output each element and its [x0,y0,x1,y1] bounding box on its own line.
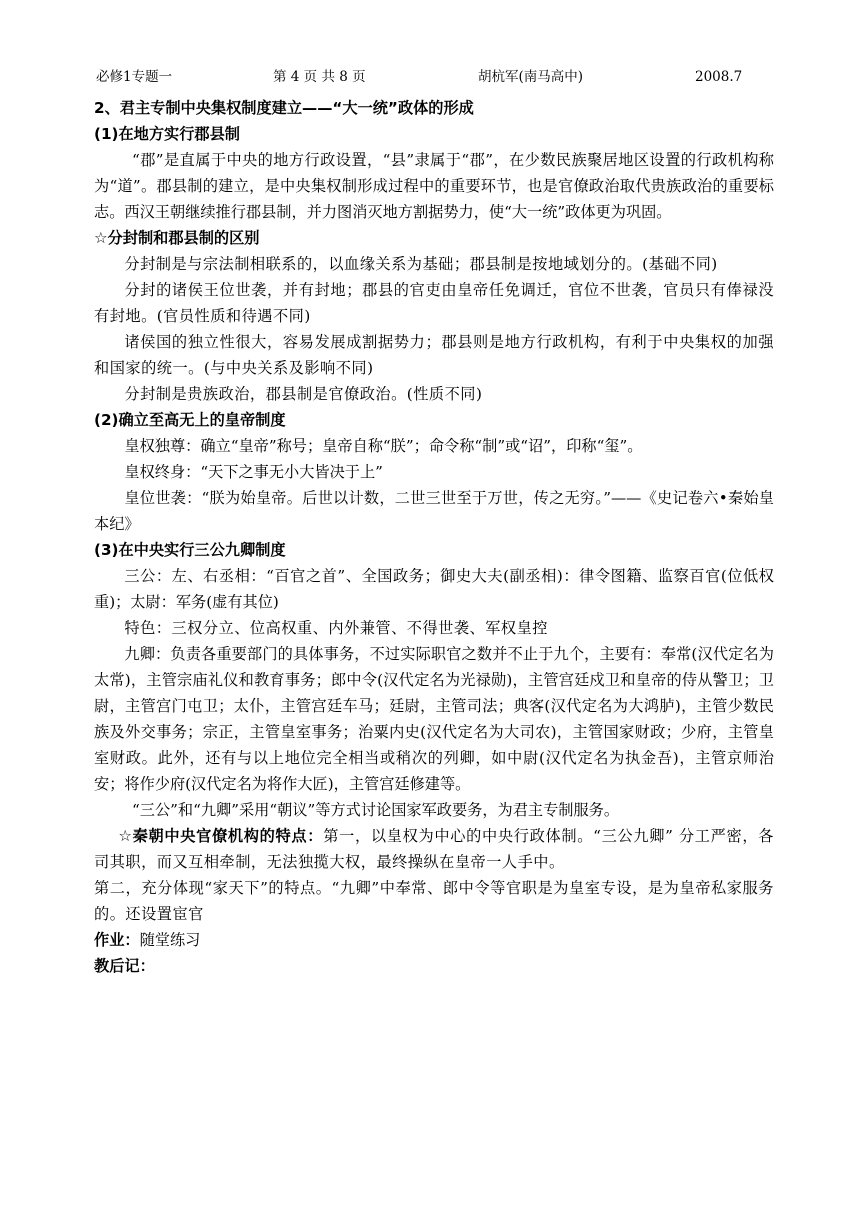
diff-item-4: 分封制是贵族政治，郡县制是官僚政治。(性质不同) [124,385,483,403]
emperor-item-3: 皇位世袭：“朕为始皇帝。后世以计数，二世三世至于万世，传之无穷。”——《史记卷六•秦始皇本纪》 [94,489,774,533]
header-author: 胡杭军(南马高中) [478,69,584,85]
section-title: 2、君主专制中央集权制度建立——“大一统”政体的形成 [94,99,474,117]
homework-value: 随堂练习 [139,931,201,949]
header-course: 必修1专题一 [96,69,173,85]
diff-heading: ☆分封制和郡县制的区别 [94,229,260,247]
features-label: ☆秦朝中央官僚机构的特点： [118,827,324,845]
homework-line [94,927,774,953]
document-body [94,95,774,979]
subsection-heading-2: (2)确立至高无上的皇帝制度 [94,411,286,429]
diff-item-2: 分封的诸侯王位世袭，并有封地；郡县的官吏由皇帝任免调迁，官位不世袭，官员只有俸禄没有封地。(官员性质和待遇不同) [94,281,774,325]
features-first-text: 第一，以皇权为中心的中央行政体制。“三公九卿” 分工严密，各司其职，而又互相牵制，无法独揽大权，最终操纵在皇帝一人手中。 [94,827,774,871]
diff-item-3: 诸侯国的独立性很大，容易发展成割据势力；郡县则是地方行政机构，有利于中央集权的加强和国家的统一。(与中央关系及影响不同) [94,333,774,377]
diff-item-1: 分封制是与宗法制相联系的，以血缘关系为基础；郡县制是按地域划分的。(基础不同) [124,255,718,273]
subsection-heading-1: (1)在地方实行郡县制 [94,125,240,143]
subsection-heading-3: (3)在中央实行三公九卿制度 [94,541,286,559]
emperor-item-2: 皇权终身：“天下之事无小大皆决于上” [124,463,383,481]
homework-label: 作业： [94,931,140,949]
afterword-label: 教后记： [94,957,155,975]
paragraph-tese: 特色：三权分立、位高权重、内外兼管、不得世袭、军权皇控 [124,619,548,637]
header-date: 2008.7 [695,69,743,85]
paragraph-sangong: 三公：左、右丞相：“百官之首”、全国政务；御史大夫(副丞相)：律令图籍、监察百官(位低权重)；太尉：军务(虚有其位) [94,567,774,611]
emperor-item-1: 皇权独尊：确立“皇帝”称号；皇帝自称“朕”；命令称“制”或“诏”，印称“玺”。 [124,437,643,455]
header-page-number: 第 4 页 共 8 页 [273,69,366,85]
features-first [94,823,774,875]
paragraph-chaoyi: “三公”和“九卿”采用“朝议”等方式讨论国家军政要务，为君主专制服务。 [132,801,620,819]
features-second: 第二，充分体现“家天下”的特点。“九卿”中奉常、郎中令等官职是为皇室专设，是为皇帝私家服务的。还设置宦官 [94,879,774,923]
paragraph-jiuqing: 九卿：负责各重要部门的具体事务，不过实际职官之数并不止于九个，主要有：奉常(汉代定名为太常)，主管宗庙礼仪和教育事务；郎中令(汉代定名为光禄勋)，主管宫廷戍卫和皇帝的侍从警卫；卫尉，主管宫门屯卫；太仆，主管宫廷车马；廷尉，主管司法；典客(汉代定名为大鸿胪)，主管少数民族及外交事务；宗正，主管皇室事务；治粟内史(汉代定名为大司农)，主管国家财政；少府，主管皇室财政。此外，还有与以上地位完全相当或稍次的列卿，如中尉(汉代定名为执金吾)，主管京师治安；将作少府(汉代定名为将作大匠)，主管宫廷修建等。 [94,645,774,793]
paragraph-junxian: “郡”是直属于中央的地方行政设置，“县”隶属于“郡”，在少数民族聚居地区设置的行政机构称为“道”。郡县制的建立，是中央集权制形成过程中的重要环节，也是官僚政治取代贵族政治的重要标志。西汉王朝继续推行郡县制，并力图消灭地方割据势力，使“大一统”政体更为巩固。 [94,151,774,221]
